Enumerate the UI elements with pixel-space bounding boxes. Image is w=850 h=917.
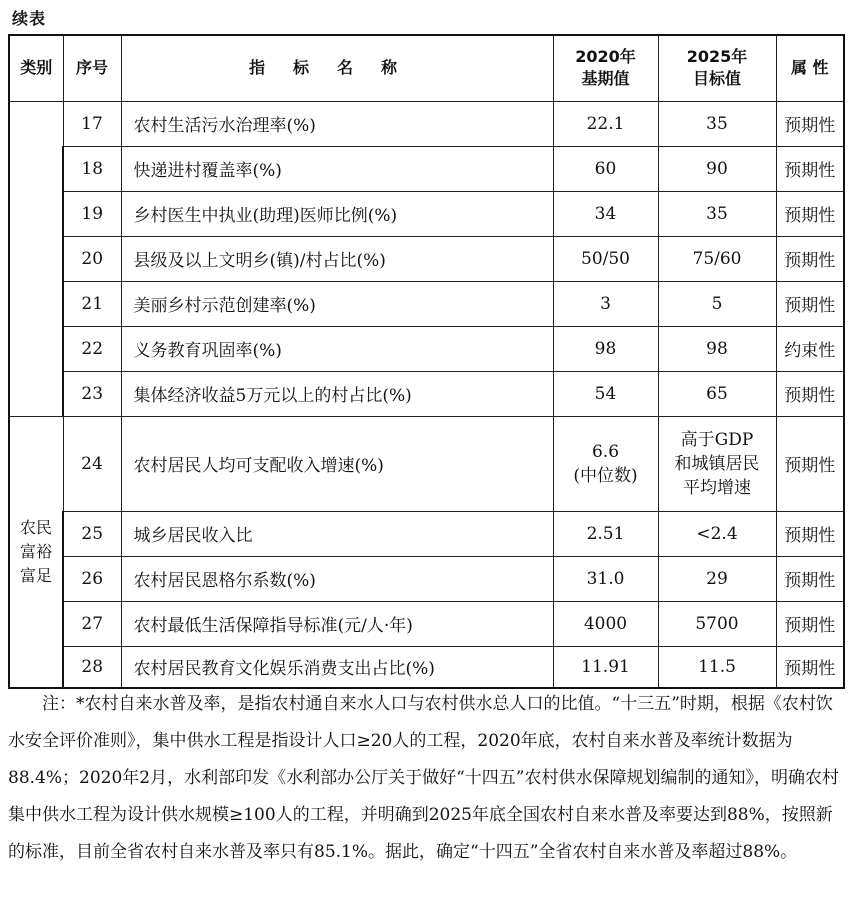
row-target-line: 高于GDP: [680, 429, 754, 450]
row-index: 23: [63, 371, 121, 416]
category-cell: [9, 101, 63, 416]
row-target: 35: [658, 101, 776, 146]
row-name: 农村居民人均可支配收入增速(%): [121, 416, 553, 511]
row-target: 98: [658, 326, 776, 371]
row-index: 17: [63, 101, 121, 146]
row-name: 农村居民恩格尔系数(%): [121, 556, 553, 601]
row-base: 54: [553, 371, 658, 416]
header-index: 序号: [63, 35, 121, 101]
row-index: 28: [63, 646, 121, 688]
row-attribute: 约束性: [776, 326, 844, 371]
row-target-line: 和城镇居民: [674, 453, 760, 474]
row-index: 19: [63, 191, 121, 236]
row-target: 5: [658, 281, 776, 326]
row-target-line: 平均增速: [683, 477, 751, 498]
row-target: 29: [658, 556, 776, 601]
row-attribute: 预期性: [776, 101, 844, 146]
row-attribute: 预期性: [776, 511, 844, 556]
row-attribute: 预期性: [776, 191, 844, 236]
row-base: 31.0: [553, 556, 658, 601]
header-indicator-name: 指标名称: [121, 35, 553, 101]
row-name: 城乡居民收入比: [121, 511, 553, 556]
header-base-value: [553, 35, 658, 101]
row-index: 25: [63, 511, 121, 556]
category-line: 富裕: [19, 541, 52, 561]
row-base: 60: [553, 146, 658, 191]
row-attribute: 预期性: [776, 646, 844, 688]
table-row: [9, 556, 844, 601]
row-index: 18: [63, 146, 121, 191]
indicator-table: [8, 34, 845, 689]
row-index: 27: [63, 601, 121, 646]
header-attribute: 属 性: [776, 35, 844, 101]
header-base-label: 基期值: [581, 69, 630, 89]
row-name: 美丽乡村示范创建率(%): [121, 281, 553, 326]
header-row: [9, 35, 844, 101]
row-attribute: 预期性: [776, 601, 844, 646]
header-target-year: 2025年: [686, 47, 748, 67]
row-base: 11.91: [553, 646, 658, 688]
row-attribute: 预期性: [776, 371, 844, 416]
row-name: 农村最低生活保障指导标准(元/人·年): [121, 601, 553, 646]
table-row: [9, 646, 844, 688]
row-base-line: (中位数): [573, 465, 638, 486]
row-base: [553, 416, 658, 511]
row-index: 22: [63, 326, 121, 371]
row-target: 5700: [658, 601, 776, 646]
table-row: [9, 511, 844, 556]
row-base: 22.1: [553, 101, 658, 146]
row-base: 50/50: [553, 236, 658, 281]
table-row: [9, 281, 844, 326]
row-name: 农村居民教育文化娱乐消费支出占比(%): [121, 646, 553, 688]
row-target: 35: [658, 191, 776, 236]
row-attribute: 预期性: [776, 236, 844, 281]
row-name: 集体经济收益5万元以上的村占比(%): [121, 371, 553, 416]
row-name: 义务教育巩固率(%): [121, 326, 553, 371]
table-row: [9, 146, 844, 191]
row-base: 2.51: [553, 511, 658, 556]
row-target: 65: [658, 371, 776, 416]
row-name: 县级及以上文明乡(镇)/村占比(%): [121, 236, 553, 281]
row-target: 90: [658, 146, 776, 191]
table-row: [9, 601, 844, 646]
table-row: [9, 236, 844, 281]
row-attribute: 预期性: [776, 146, 844, 191]
row-index: 24: [63, 416, 121, 511]
header-base-year: 2020年: [575, 47, 636, 67]
row-name: 农村生活污水治理率(%): [121, 101, 553, 146]
row-target: [658, 416, 776, 511]
row-attribute: 预期性: [776, 556, 844, 601]
header-target-value: [658, 35, 776, 101]
category-line: 农民: [19, 517, 52, 537]
row-index: 20: [63, 236, 121, 281]
row-base: 34: [553, 191, 658, 236]
row-target: 11.5: [658, 646, 776, 688]
row-target: <2.4: [658, 511, 776, 556]
row-base: 98: [553, 326, 658, 371]
row-name: 乡村医生中执业(助理)医师比例(%): [121, 191, 553, 236]
table-row: [9, 326, 844, 371]
footnote: 注：*农村自来水普及率，是指农村通自来水人口与农村供水总人口的比值。“十三五”时期，根据《农村饮水安全评价准则》，集中供水工程是指设计人口≥20人的工程，2020年底，农村自来水普及率统计数据为88.4%；2020年2月，水利部印发《水利部办公厅关于做好“十四五”农村供水保障规划编制的通知》，明确农村集中供水工程为设计供水规模≥100人的工程，并明确到2025年底全国农村自来水普及率要达到88%，按照新的标准，目前全省农村自来水普及率只有85.1%。据此，确定“十四五”全省农村自来水普及率超过88%。: [8, 694, 839, 862]
row-attribute: 预期性: [776, 416, 844, 511]
category-line: 富足: [19, 565, 52, 585]
row-base-line: 6.6: [591, 441, 620, 462]
table-row: [9, 371, 844, 416]
header-target-label: 目标值: [692, 69, 741, 89]
table-row: [9, 416, 844, 511]
category-cell: [9, 416, 63, 688]
row-base: 4000: [553, 601, 658, 646]
table-row: [9, 101, 844, 146]
table-row: [9, 191, 844, 236]
row-name: 快递进村覆盖率(%): [121, 146, 553, 191]
row-attribute: 预期性: [776, 281, 844, 326]
row-index: 21: [63, 281, 121, 326]
row-base: 3: [553, 281, 658, 326]
row-target: 75/60: [658, 236, 776, 281]
header-category: 类别: [9, 35, 63, 101]
row-index: 26: [63, 556, 121, 601]
table-caption: 续表: [12, 9, 47, 28]
